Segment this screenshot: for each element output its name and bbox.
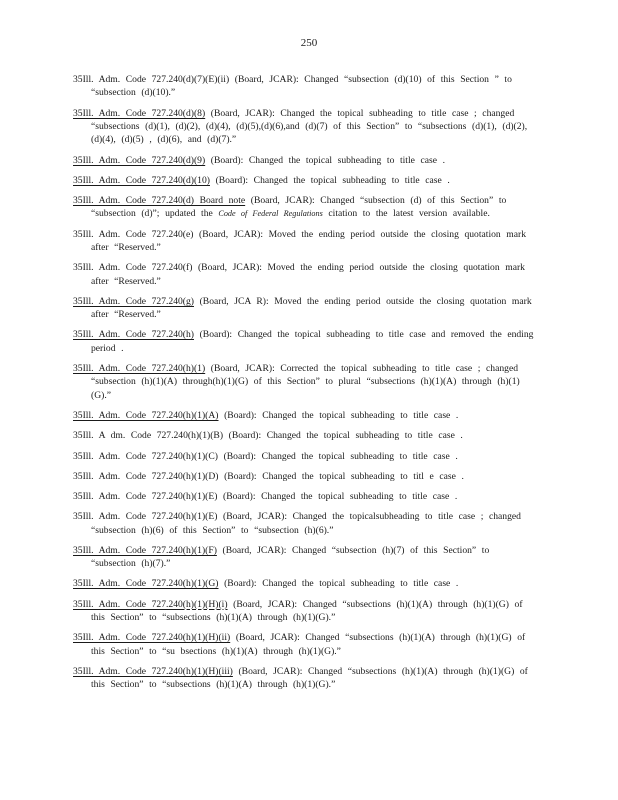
- change-description: (Board): Changed the topical subheading to title case .: [217, 450, 458, 462]
- code-citation: 35Ill. Adm. Code 727.240(g): [73, 295, 194, 307]
- amendment-entry: [73, 228, 539, 255]
- amendment-entry: [73, 631, 539, 658]
- code-citation: 35Ill. A dm. Code 727.240(h)(1)(B): [73, 430, 224, 442]
- code-citation: 35Ill. Adm. Code 727.240(d)(9): [73, 154, 206, 166]
- code-citation: 35Ill. Adm. Code 727.240(h)(1)(H)(ii): [73, 632, 231, 644]
- change-description: (Board, JCAR): Changed “subsection (h)(7) of this Section” to “subsection (h)(7).”: [91, 544, 490, 570]
- code-citation: 35Ill. Adm. Code 727.240(h)(1)(F): [73, 544, 217, 556]
- code-citation: 35Ill. Adm. Code 727.240(h)(1)(A): [73, 410, 219, 422]
- change-description-tail: citation to the latest version available.: [322, 208, 490, 220]
- code-citation: 35Ill. Adm. Code 727.240(h)(1)(G): [73, 578, 219, 590]
- amendment-entry: [73, 490, 539, 503]
- change-description: (Board): Changed the topical subheading to title case .: [217, 490, 458, 502]
- change-description: (Board, JCAR): Changed the topicalsubheading to title case ; changed “subsection (h)(6) of this Section” to “subsection (h)(6).”: [91, 511, 521, 536]
- amendment-entry: [73, 510, 539, 537]
- amendment-entry: [73, 328, 539, 355]
- change-description: (Board): Changed the topical subheading to title case .: [218, 410, 459, 422]
- amendment-entry: [73, 577, 539, 590]
- amendment-entry: [73, 154, 539, 167]
- code-citation: 35Ill. Adm. Code 727.240(h)(1)(E): [73, 490, 218, 502]
- code-citation: 35Ill. Adm. Code 727.240(d)(7)(E)(ii): [73, 74, 230, 85]
- code-citation: 35Ill. Adm. Code 727.240(d)(8): [73, 107, 206, 119]
- amendment-entry: [73, 194, 539, 221]
- amendment-entry: [73, 450, 539, 463]
- code-citation: 35Ill. Adm. Code 727.240(h)(1)(E): [73, 511, 218, 523]
- change-description: (Board, JCAR): Moved the ending period outside the closing quotation mark after “Reserved.”: [91, 262, 525, 287]
- amendment-entry: [73, 295, 539, 322]
- code-citation: 35Ill. Adm. Code 727.240(e): [73, 228, 194, 240]
- code-citation: 35Ill. Adm. Code 727.240(h)(1)(D): [73, 470, 219, 482]
- change-description: (Board, JCAR): Corrected the topical subheading to title case ; changed “subsection (h)(1)(A) through(h)(1)(G) of this Section” to plural “subsections (h)(1)(A) through (h)(1)(G).”: [91, 363, 520, 401]
- change-description: (Board, JCAR): Changed “subsections (h)(1)(A) through (h)(1)(G) of this Section” to “su bsections (h)(1)(A) through (h)(1)(G).”: [91, 632, 526, 657]
- amendment-list: [73, 73, 539, 698]
- italic-title: Code of Federal Regulations: [218, 209, 323, 219]
- amendment-entry: [73, 261, 539, 288]
- amendment-entry: [73, 665, 539, 692]
- code-citation: 35Ill. Adm. Code 727.240(h)(1)(H)(i): [73, 598, 228, 610]
- change-description: (Board, JCA R): Moved the ending period outside the closing quotation mark after “Reserved.”: [91, 295, 532, 321]
- amendment-entry: [73, 598, 539, 625]
- amendment-entry: [73, 470, 539, 483]
- change-description: (Board): Changed the topical subheading to title case .: [205, 154, 445, 166]
- code-citation: 35Ill. Adm. Code 727.240(h)(1)(H)(iii): [73, 665, 233, 677]
- code-citation: 35Ill. Adm. Code 727.240(d)(10): [73, 174, 210, 186]
- amendment-entry: [73, 429, 539, 442]
- change-description: (Board, JCAR): Changed the topical subheading to title case ; changed “subsections (d)(1), (d)(2), (d)(4), (d)(5),(d)(6),and (d)(7) of this Section” to “subsections (d)(1), (d)(2), (d)(4), (d)(5) , (d)(6), and (d)(7).”: [91, 107, 528, 146]
- change-description: (Board): Changed the topical subheading to title case .: [209, 174, 450, 186]
- code-citation: 35Ill. Adm. Code 727.240(h)(1): [73, 363, 206, 375]
- change-description: (Board, JCAR): Changed “subsections (h)(1)(A) through (h)(1)(G) of this Section” to “subsections (h)(1)(A) through (h)(1)(G).”: [91, 598, 523, 623]
- amendment-entry: [73, 174, 539, 187]
- change-description: (Board): Changed the topical subheading to title case .: [218, 578, 459, 590]
- code-citation: 35Ill. Adm. Code 727.240(h): [73, 329, 194, 341]
- change-description: (Board): Changed the topical subheading to title case and removed the ending period .: [91, 329, 534, 354]
- change-description: (Board): Changed the topical subheading to titl e case .: [218, 470, 464, 482]
- amendment-entry: [73, 107, 539, 147]
- change-description: (Board): Changed the topical subheading to title case .: [223, 430, 463, 442]
- code-citation: 35Ill. Adm. Code 727.240(h)(1)(C): [73, 450, 218, 462]
- code-citation: 35Ill. Adm. Code 727.240(d) Board note: [73, 195, 246, 207]
- code-citation: 35Ill. Adm. Code 727.240(f): [73, 262, 193, 274]
- change-description: (Board, JCAR): Moved the ending period outside the closing quotation mark after “Reserved.”: [91, 228, 527, 254]
- amendment-entry: [73, 544, 539, 571]
- page-number: 250: [300, 37, 318, 49]
- change-description: (Board, JCAR): Changed “subsection (d) of this Section” to “subsection (d)”; updated the: [91, 195, 507, 220]
- amendment-entry: [73, 73, 539, 100]
- change-description: (Board, JCAR): Changed “subsections (h)(1)(A) through (h)(1)(G) of this Section” to “subsections (h)(1)(A) through (h)(1)(G).”: [91, 665, 528, 691]
- amendment-entry: [73, 362, 539, 402]
- amendment-entry: [73, 409, 539, 422]
- change-description: (Board, JCAR): Changed “subsection (d)(10) of this Section ” to “subsection (d)(10).”: [91, 74, 512, 99]
